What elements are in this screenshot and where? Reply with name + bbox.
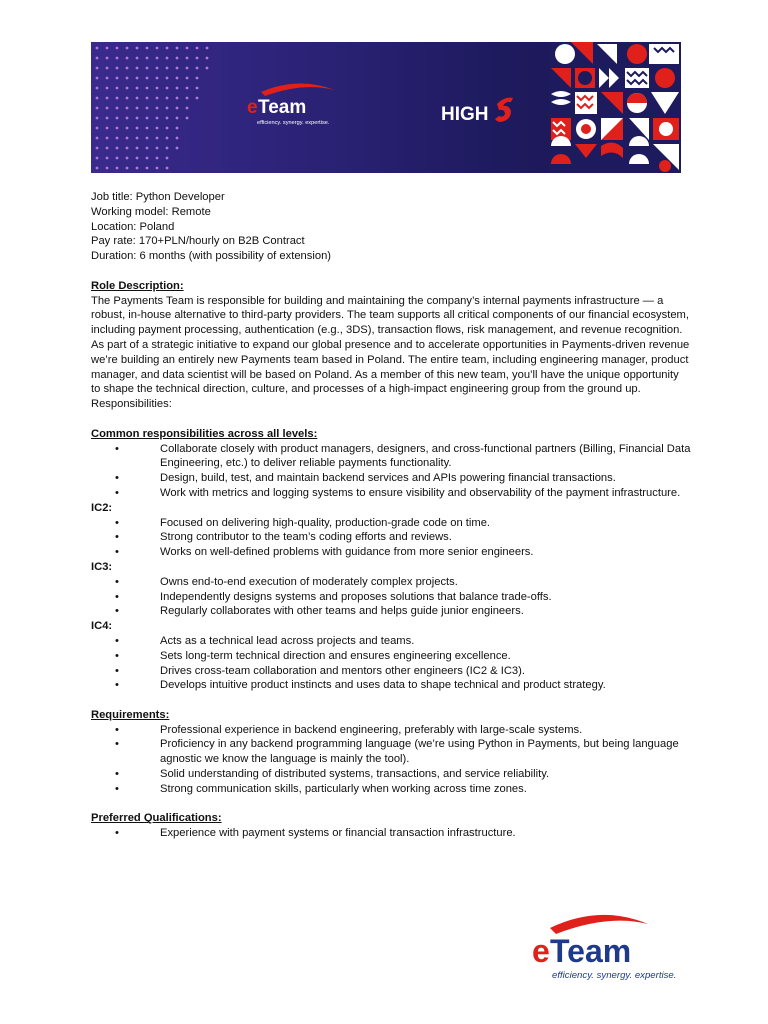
svg-text:e: e: [532, 933, 550, 969]
common-responsibilities-heading: Common responsibilities across all levels:: [91, 427, 318, 440]
duration: Duration: 6 months (with possibility of extension): [91, 250, 332, 263]
pay-rate: Pay rate: 170+PLN/hourly on B2B Contract: [91, 235, 305, 248]
bullet-icon: •: [115, 723, 119, 736]
requirements-list: [91, 723, 691, 797]
svg-text:Team: Team: [550, 933, 632, 969]
bullet-icon: •: [115, 575, 119, 588]
list-item: • Acts as a technical lead across projects and teams.: [115, 634, 415, 647]
eteam-logo: [243, 80, 353, 130]
list-item: • Focused on delivering high-quality, production-grade code on time.: [115, 516, 491, 529]
list-item: • Develops intuitive product instincts and uses data to shape technical and product strategy.: [115, 679, 606, 692]
list-item: • Drives cross-team collaboration and mentors other engineers (IC2 & IC3).: [115, 664, 525, 677]
ic2-label: IC2:: [91, 501, 113, 514]
preferred-qualifications-heading: Preferred Qualifications:: [91, 812, 222, 825]
eteam-footer-logo: [530, 910, 680, 982]
bullet-icon: •: [115, 472, 119, 485]
responsibilities-label: Responsibilities:: [91, 398, 172, 411]
role-description-heading: Role Description:: [91, 279, 184, 292]
list-item: • Design, build, test, and maintain backend services and APIs powering financial transactions.: [115, 472, 616, 485]
list-item: • Regularly collaborates with other teams and helps guide junior engineers.: [115, 605, 524, 618]
bullet-icon: •: [115, 664, 119, 677]
role-paragraph-2: As part of a strategic initiative to expand our global presence and to accelerate opportunities in Payments-driven revenue we’re building an entirely new Payments team based in Poland. The entire team, including engineering manager, product manager, and data scientist will be based on Poland. As a member of this new team, you’ll have the unique opportunity to shape the technical direction, culture, and processes of a high-impact engineering group from the ground up.: [91, 338, 690, 396]
footer-tagline: efficiency. synergy. expertise.: [552, 970, 677, 981]
bullet-icon: •: [115, 590, 119, 603]
bullet-icon: •: [115, 605, 119, 618]
list-item: • Sets long-term technical direction and ensures engineering excellence.: [115, 649, 511, 662]
bullet-icon: •: [115, 516, 119, 529]
list-item: • Collaborate closely with product managers, designers, and cross-functional partners (Billing, Financial Data Engineering, etc.) to deliver reliable payments functionality.: [115, 442, 691, 470]
high5-logo: [439, 94, 531, 130]
geometric-pattern-decoration: [549, 42, 681, 173]
list-item: • Proficiency in any backend programming language (we’re using Python in Payments, but being language agnostic we know the language is mainly the tool).: [115, 738, 679, 766]
requirements-heading: Requirements:: [91, 708, 170, 721]
bullet-icon: •: [115, 738, 119, 751]
bullet-icon: •: [115, 486, 119, 499]
bullet-icon: •: [115, 782, 119, 795]
list-item: • Strong contributor to the team’s coding efforts and reviews.: [115, 531, 452, 544]
bullet-icon: •: [115, 768, 119, 781]
bullet-icon: •: [115, 634, 119, 647]
bullet-icon: •: [115, 531, 119, 544]
bullet-icon: •: [115, 546, 119, 559]
job-title: Job title: Python Developer: [91, 191, 225, 203]
bullet-icon: •: [115, 649, 119, 662]
list-item: • Independently designs systems and proposes solutions that balance trade-offs.: [115, 590, 552, 603]
location: Location: Poland: [91, 220, 175, 233]
ic3-label: IC3:: [91, 560, 113, 573]
role-paragraph-1: The Payments Team is responsible for building and maintaining the company’s internal payments infrastructure — a robust, in-house alternative to third-party providers. The team supports all critical components of our financial ecosystem, including payment processing, authentication (e.g., 3DS), transaction flows, risk management, and revenue recognition.: [91, 294, 689, 337]
preferred-qualifications-list: [91, 826, 691, 841]
svg-text:HIGH: HIGH: [441, 104, 489, 125]
ic4-label: IC4:: [91, 620, 113, 633]
job-description: [91, 190, 691, 841]
bullet-icon: •: [115, 442, 119, 455]
list-item: • Owns end-to-end execution of moderately complex projects.: [115, 575, 458, 588]
list-item: • Solid understanding of distributed systems, transactions, and service reliability.: [115, 768, 550, 781]
header-banner: [91, 42, 681, 173]
list-item: • Professional experience in backend engineering, preferably with large-scale systems.: [115, 723, 583, 736]
ic3-list: [91, 575, 691, 619]
ic2-list: [91, 516, 691, 560]
ic4-list: [91, 634, 691, 693]
list-item: • Experience with payment systems or financial transaction infrastructure.: [115, 827, 516, 840]
dot-grid-decoration: [91, 42, 221, 173]
list-item: • Strong communication skills, particularly when working across time zones.: [115, 782, 527, 795]
svg-text:e: e: [247, 97, 258, 118]
eteam-tagline: efficiency. synergy. expertise.: [257, 120, 330, 126]
working-model: Working model: Remote: [91, 205, 211, 218]
list-item: • Work with metrics and logging systems to ensure visibility and observability of the payment infrastructure.: [115, 486, 681, 499]
bullet-icon: •: [115, 679, 119, 692]
svg-text:Team: Team: [258, 97, 307, 118]
bullet-icon: •: [115, 827, 119, 840]
common-responsibilities-list: [91, 442, 691, 501]
list-item: • Works on well-defined problems with guidance from more senior engineers.: [115, 546, 534, 559]
